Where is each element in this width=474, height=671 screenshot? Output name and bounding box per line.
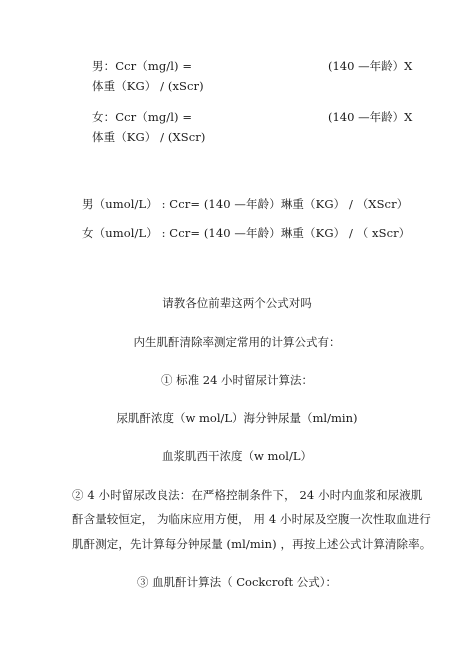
method1-title: ① 标准 24 小时留尿计算法： bbox=[160, 373, 314, 387]
method2-line2: 酐含量较恒定， 为临床应用方便， 用 4 小时尿及空腹一次性取血进行 bbox=[72, 512, 431, 526]
formula-male-mg-continuation: 体重（KG） / (xScr) bbox=[92, 79, 204, 93]
formula-female-mg-continuation: 体重（KG） / (XScr) bbox=[92, 130, 206, 144]
question-text: 请教各位前辈这两个公式对吗 bbox=[162, 296, 312, 310]
formula-male-mg-left: 男：Ccr（mg/l) = bbox=[92, 59, 193, 73]
method1-numerator: 尿肌酐浓度（w mol/L）海分钟尿量（ml/min) bbox=[116, 411, 358, 425]
formula-female-umol: 女（umol/L） : Ccr= (140 —年龄）琳重（KG） / （ xScr） bbox=[82, 226, 411, 240]
formula-male-mg-right: (140 —年龄）X bbox=[328, 59, 413, 73]
method3-title: ③ 血肌酐计算法（ Cockcroft 公式）： bbox=[136, 575, 338, 589]
formula-female-mg-right: (140 —年龄）X bbox=[328, 110, 413, 124]
formula-female-mg-left: 女：Ccr（mg/l) = bbox=[92, 110, 193, 124]
method1-denominator: 血浆肌西干浓度（w mol/L） bbox=[161, 449, 312, 463]
method2-line1: ② 4 小时留尿改良法：在严格控制条件下， 24 小时内血浆和尿液肌 bbox=[72, 488, 423, 502]
formula-male-umol: 男（umol/L） : Ccr= (140 —年龄）琳重（KG） / （XScr） bbox=[82, 197, 409, 211]
common-formulas-heading: 内生肌酐清除率测定常用的计算公式有： bbox=[133, 335, 341, 349]
method2-line3: 肌酐测定，先计算每分钟尿量 (ml/min) ，再按上述公式计算清除率。 bbox=[72, 537, 432, 551]
